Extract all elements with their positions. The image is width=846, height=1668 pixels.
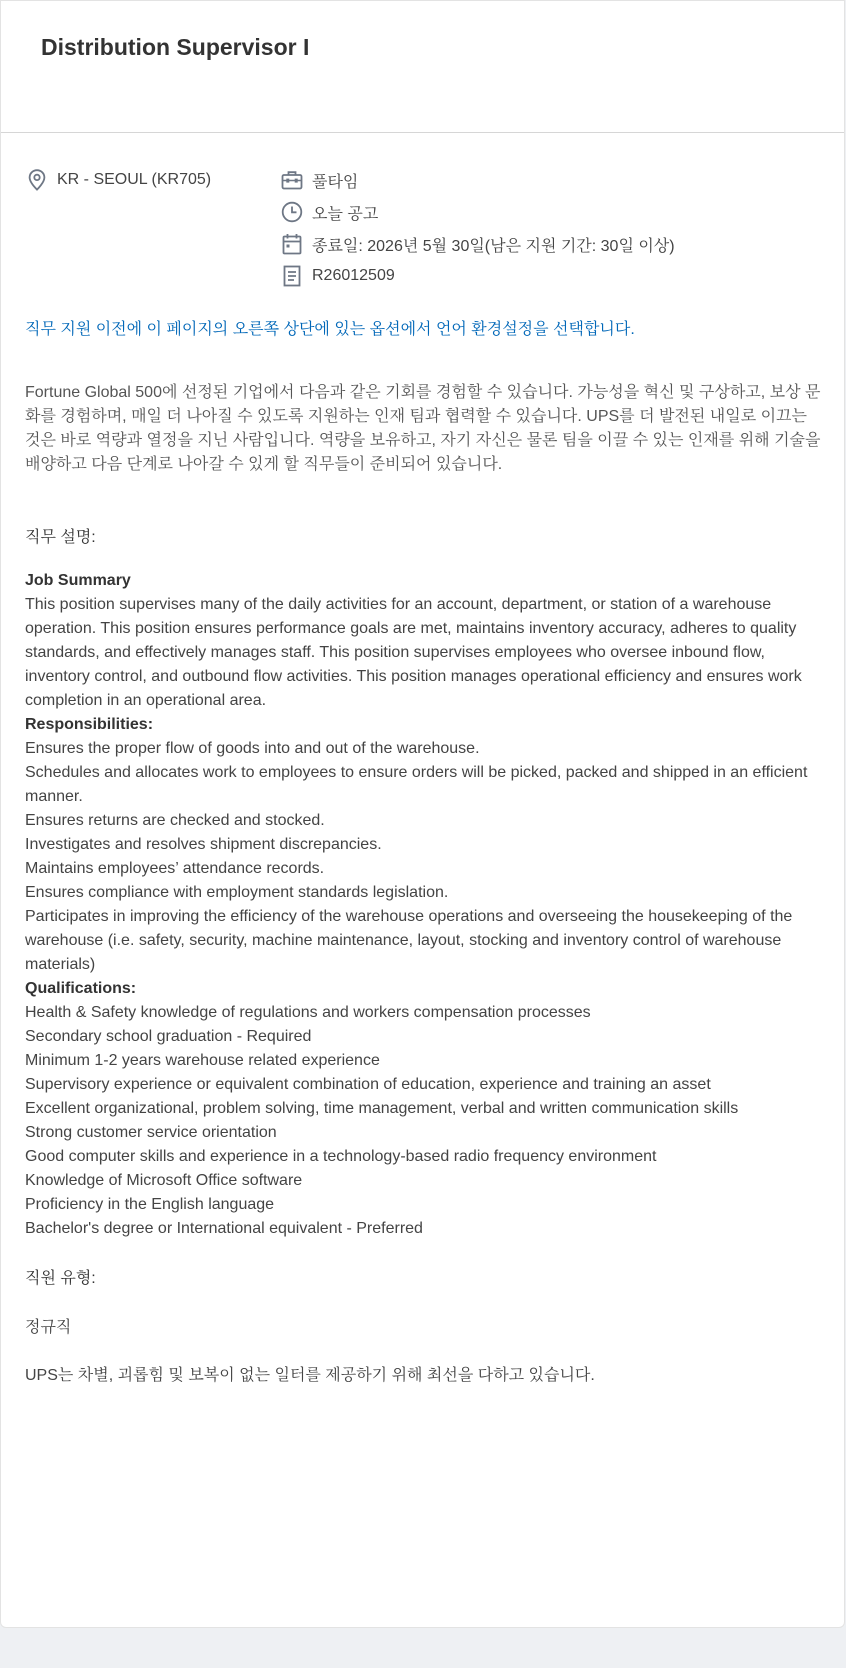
- clock-icon: [281, 200, 303, 224]
- eeo-statement: UPS는 차별, 괴롭힘 및 보복이 없는 일터를 제공하기 위해 최선을 다하고 있습니다.: [25, 1367, 595, 1384]
- time-type-row: [281, 164, 675, 196]
- list-item: Maintains employees’ attendance records.: [25, 860, 325, 877]
- job-meta-location: [26, 164, 211, 196]
- job-meta-details: [281, 164, 675, 292]
- end-date-text: 종료일: 2026년 5월 30일(남은 지원 기간: 30일 이상): [312, 237, 675, 255]
- list-item: Secondary school graduation - Required: [25, 1028, 312, 1045]
- job-title: Distribution Supervisor I: [41, 34, 310, 60]
- list-item: Ensures compliance with employment standards legislation.: [25, 884, 449, 901]
- job-description-body: [25, 569, 825, 1241]
- list-item: Excellent organizational, problem solving, time management, verbal and written communication skills: [25, 1100, 739, 1117]
- list-item: Minimum 1-2 years warehouse related experience: [25, 1052, 380, 1069]
- location-text: KR - SEOUL (KR705): [57, 171, 212, 188]
- job-summary-text: This position supervises many of the daily activities for an account, department, or station of a warehouse operation. This position ensures performance goals are met, maintains inventory accuracy, adheres to quality standards, and effectively manages staff. This position supervises employees who oversee inbound flow, inventory control, and outbound flow activities. This position manages operational efficiency and ensures work completion in an operational area.: [25, 596, 802, 709]
- list-item: Participates in improving the efficiency of the warehouse operations and overseeing the housekeeping of the warehouse (i.e. safety, security, machine maintenance, layout, stocking and inventory control of warehouse materials): [25, 908, 793, 973]
- employee-type-value: 정규직: [25, 1319, 72, 1336]
- time-type-text: 풀타임: [312, 173, 359, 191]
- list-item: Health & Safety knowledge of regulations and workers compensation processes: [25, 1004, 591, 1021]
- list-item: Ensures the proper flow of goods into and out of the warehouse.: [25, 740, 480, 757]
- list-item: Supervisory experience or equivalent combination of education, experience and training an asset: [25, 1076, 711, 1093]
- responsibilities-list: [25, 737, 825, 977]
- requisition-row: [281, 260, 675, 292]
- qualifications-list: [25, 1001, 825, 1241]
- list-item: Good computer skills and experience in a technology-based radio frequency environment: [25, 1148, 657, 1165]
- employee-type-label: 직원 유형:: [25, 1270, 96, 1287]
- job-header: [1, 1, 844, 133]
- language-preference-notice: 직무 지원 이전에 이 페이지의 오른쪽 상단에 있는 옵션에서 언어 환경설정을 선택합니다.: [25, 321, 635, 338]
- document-icon: [281, 264, 303, 288]
- posted-row: [281, 196, 675, 228]
- calendar-icon: [281, 232, 303, 256]
- job-description-label: 직무 설명:: [25, 529, 96, 546]
- job-summary-heading: Job Summary: [25, 572, 131, 589]
- location-pin-icon: [26, 168, 48, 192]
- list-item: Schedules and allocates work to employees to ensure orders will be picked, packed and shipped in an efficient manner.: [25, 764, 808, 805]
- list-item: Ensures returns are checked and stocked.: [25, 812, 325, 829]
- list-item: Strong customer service orientation: [25, 1124, 277, 1141]
- end-date-row: [281, 228, 675, 260]
- responsibilities-heading: Responsibilities:: [25, 716, 154, 733]
- requisition-id-text: R26012509: [312, 267, 395, 284]
- list-item: Knowledge of Microsoft Office software: [25, 1172, 303, 1189]
- list-item: Proficiency in the English language: [25, 1196, 275, 1213]
- company-intro: Fortune Global 500에 선정된 기업에서 다음과 같은 기회를 경험할 수 있습니다. 가능성을 혁신 및 구상하고, 보상 문화를 경험하며, 매일 더 나아질 수 있도록 지원하는 인재 팀과 협력할 수 있습니다. UPS를 더 발전된 내일로 이끄는 것은 바로 역량과 열정을 지닌 사람입니다. 역량을 보유하고, 자기 자신은 물론 팀을 이끌 수 있는 인재를 위해 기술을 배양하고 다음 단계로 나아갈 수 있게 할 직무들이 준비되어 있습니다.: [25, 384, 821, 473]
- list-item: Bachelor's degree or International equivalent - Preferred: [25, 1220, 423, 1237]
- posted-text: 오늘 공고: [312, 205, 379, 223]
- qualifications-heading: Qualifications:: [25, 980, 137, 997]
- location-row: [26, 164, 211, 196]
- list-item: Investigates and resolves shipment discrepancies.: [25, 836, 382, 853]
- briefcase-icon: [281, 168, 303, 192]
